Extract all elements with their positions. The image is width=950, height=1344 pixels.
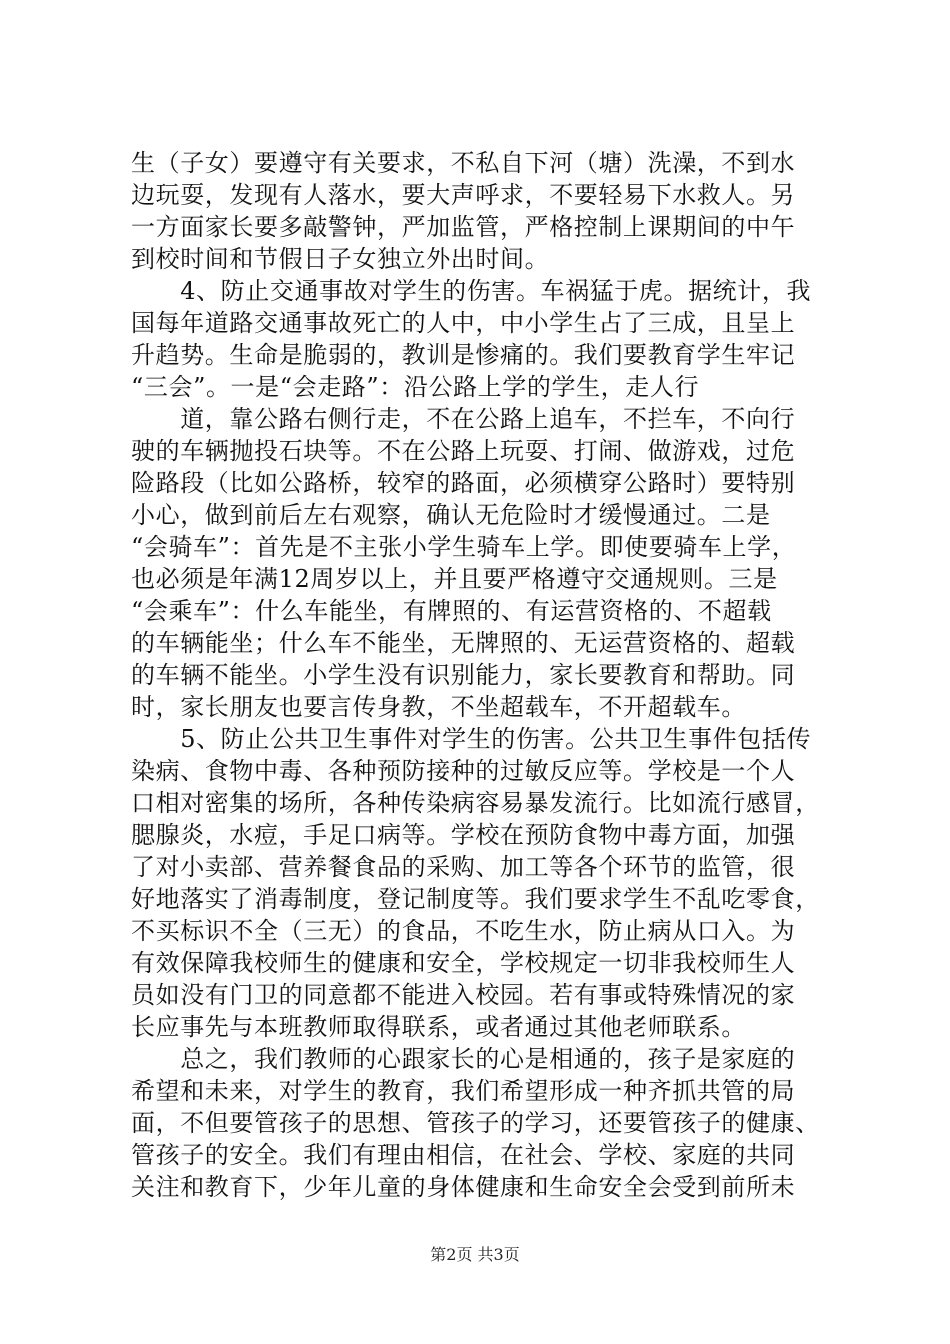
text-line: 口相对密集的场所，各种传染病容易暴发流行。比如流行感冒， xyxy=(131,789,820,817)
text-line: 道，靠公路右侧行走，不在公路上追车，不拦车，不向行 xyxy=(131,405,796,433)
text-line: “会骑车”：首先是不主张小学生骑车上学。即使要骑车上学， xyxy=(131,533,797,561)
text-line: 的车辆能坐；什么车不能坐，无牌照的、无运营资格的、超载 xyxy=(131,629,796,657)
text-line: 也必须是年满12周岁以上，并且要严格遵守交通规则。三是 xyxy=(131,565,778,593)
text-line: 到校时间和节假日子女独立外出时间。 xyxy=(131,245,550,273)
text-line: 一方面家长要多敲警钟，严加监管，严格控制上课期间的中午 xyxy=(131,213,796,241)
text-line: 管孩子的安全。我们有理由相信，在社会、学校、家庭的共同 xyxy=(131,1141,796,1169)
page-footer xyxy=(0,1245,950,1265)
text-line: 长应事先与本班教师取得联系，或者通过其他老师联系。 xyxy=(131,1013,746,1041)
text-line: 希望和未来，对学生的教育，我们希望形成一种齐抓共管的局 xyxy=(131,1077,796,1105)
text-line: 边玩耍，发现有人落水，要大声呼求，不要轻易下水救人。另 xyxy=(131,181,796,209)
text-line: 的车辆不能坐。小学生没有识别能力，家长要教育和帮助。同 xyxy=(131,661,796,689)
text-line: 4、防止交通事故对学生的伤害。车祸猛于虎。据统计，我 xyxy=(131,277,812,305)
text-line: 驶的车辆抛投石块等。不在公路上玩耍、打闹、做游戏，过危 xyxy=(131,437,796,465)
text-line: 不买标识不全（三无）的食品，不吃生水，防止病从口入。为 xyxy=(131,917,796,945)
text-line: 国每年道路交通事故死亡的人中，中小学生占了三成，且呈上 xyxy=(131,309,796,337)
page-number: 第2页 共3页 xyxy=(430,1245,520,1264)
text-line: 升趋势。生命是脆弱的，教训是惨痛的。我们要教育学生牢记 xyxy=(131,341,796,369)
text-line: 5、防止公共卫生事件对学生的伤害。公共卫生事件包括传 xyxy=(131,725,812,753)
text-line: 时，家长朋友也要言传身教，不坐超载车，不开超载车。 xyxy=(131,693,746,721)
paragraph-conclusion xyxy=(131,1043,831,1203)
text-line: 小心，做到前后左右观察，确认无危险时才缓慢通过。二是 xyxy=(131,501,771,529)
paragraph-water-safety-end xyxy=(131,147,831,275)
text-line: 险路段（比如公路桥，较窄的路面，必须横穿公路时）要特别 xyxy=(131,469,796,497)
text-line: 面，不但要管孩子的思想、管孩子的学习，还要管孩子的健康、 xyxy=(131,1109,820,1137)
text-line: 总之，我们教师的心跟家长的心是相通的，孩子是家庭的 xyxy=(131,1045,796,1073)
text-line: 染病、食物中毒、各种预防接种的过敏反应等。学校是一个人 xyxy=(131,757,796,785)
text-line: “会乘车”：什么车能坐，有牌照的、有运营资格的、不超载 xyxy=(131,597,772,625)
text-line: 好地落实了消毒制度，登记制度等。我们要求学生不乱吃零食， xyxy=(131,885,820,913)
document-body xyxy=(131,147,831,1203)
paragraph-traffic-safety xyxy=(131,275,831,723)
text-line: “三会”。一是“会走路”：沿公路上学的学生，走人行 xyxy=(131,373,700,401)
text-line: 腮腺炎，水痘，手足口病等。学校在预防食物中毒方面，加强 xyxy=(131,821,796,849)
paragraph-public-health xyxy=(131,723,831,1043)
text-line: 有效保障我校师生的健康和安全，学校规定一切非我校师生人 xyxy=(131,949,796,977)
text-line: 员如没有门卫的同意都不能进入校园。若有事或特殊情况的家 xyxy=(131,981,796,1009)
text-line: 关注和教育下，少年儿童的身体健康和生命安全会受到前所未 xyxy=(131,1173,796,1201)
text-line: 生（子女）要遵守有关要求，不私自下河（塘）洗澡，不到水 xyxy=(131,149,796,177)
text-line: 了对小卖部、营养餐食品的采购、加工等各个环节的监管，很 xyxy=(131,853,796,881)
